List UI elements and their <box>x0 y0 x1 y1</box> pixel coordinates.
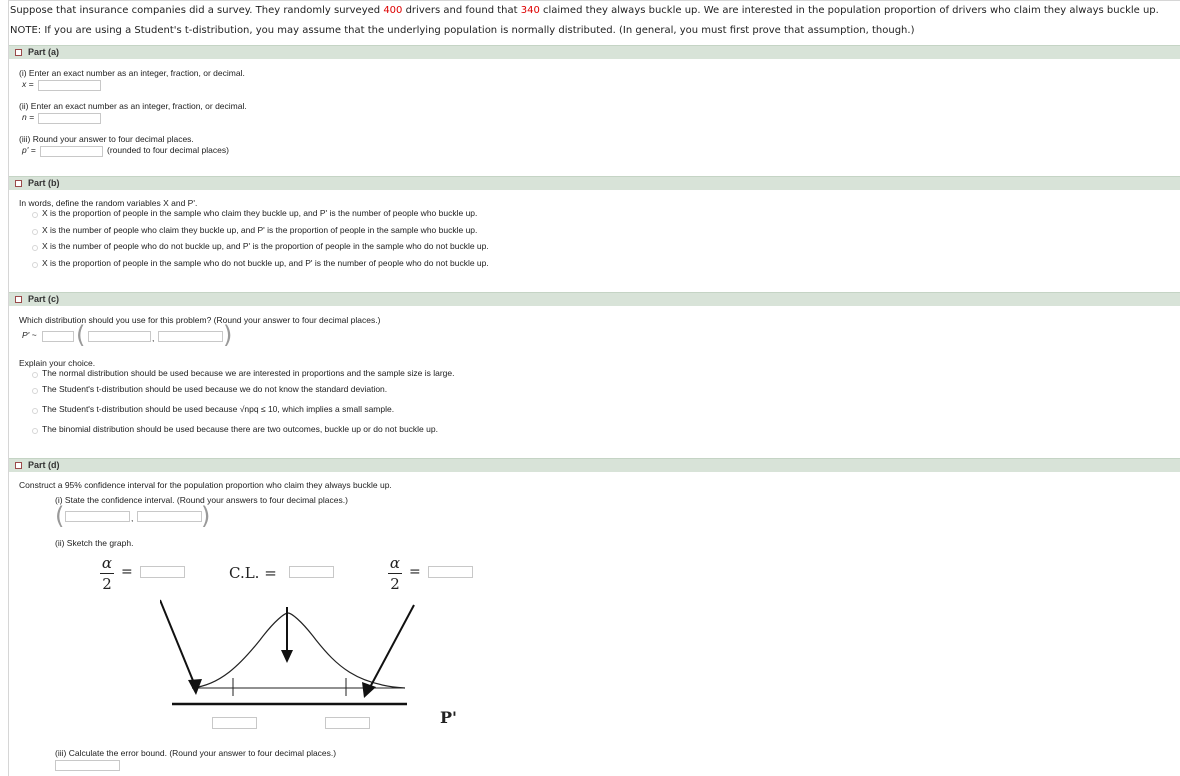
part-d-q3: (iii) Calculate the error bound. (Round your answer to four decimal places.) <box>55 748 337 758</box>
radio-c-0[interactable] <box>32 372 38 378</box>
right-tail-input[interactable] <box>428 566 473 578</box>
radio-b-3[interactable] <box>32 262 38 268</box>
radio-c-2[interactable] <box>32 408 38 414</box>
part-a-header[interactable] <box>9 45 1180 59</box>
problem-statement: Suppose that insurance companies did a survey. They randomly surveyed 400 drivers and found that 340 claimed they always buckle up. We are interested in the population proportion of drivers who claim they always buckle up. <box>10 5 1159 16</box>
error-bound-input[interactable] <box>55 760 120 771</box>
ci-upper-input[interactable] <box>137 511 202 522</box>
radio-b-0[interactable] <box>32 212 38 218</box>
part-b-header[interactable] <box>9 176 1180 190</box>
close-paren: ) <box>223 321 233 349</box>
explain-label: Explain your choice. <box>19 358 96 368</box>
part-a-q3: (iii) Round your answer to four decimal places. <box>19 134 194 144</box>
comma: , <box>131 513 134 523</box>
option-b-2[interactable]: X is the number of people who do not buckle up, and P' is the proportion of people in the sample who do not buckle up. <box>42 241 489 251</box>
x-input[interactable] <box>38 80 101 91</box>
success-count-value: 340 <box>520 5 540 16</box>
sample-size-value: 400 <box>383 5 403 16</box>
collapse-icon[interactable] <box>15 180 22 187</box>
x-label: x = <box>22 79 34 89</box>
radio-b-1[interactable] <box>32 229 38 235</box>
equals-right: = <box>409 564 421 580</box>
collapse-icon[interactable] <box>15 49 22 56</box>
comma: , <box>152 333 155 343</box>
distribution-label: P' ~ <box>22 330 37 340</box>
left-tail-arrow <box>160 600 196 688</box>
part-d-header[interactable] <box>9 458 1180 472</box>
option-b-1[interactable]: X is the number of people who claim they buckle up, and P' is the proportion of people in the sample who buckle up. <box>42 225 478 235</box>
open-paren: ( <box>76 321 86 349</box>
rounding-hint: (rounded to four decimal places) <box>107 145 229 155</box>
distribution-type-input[interactable] <box>42 331 74 342</box>
part-d-title: Part (d) <box>28 460 60 470</box>
ci-lower-input[interactable] <box>65 511 130 522</box>
p-prime-label: p' = <box>22 145 36 155</box>
part-c-title: Part (c) <box>28 294 60 304</box>
confidence-level-label: C.L. = <box>229 564 277 582</box>
right-tail-arrow <box>368 605 414 691</box>
part-d-q1: (i) State the confidence interval. (Round your answers to four decimal places.) <box>55 495 348 505</box>
radio-c-3[interactable] <box>32 428 38 434</box>
upper-bound-graph-input[interactable] <box>325 717 370 729</box>
confidence-level-input[interactable] <box>289 566 334 578</box>
distribution-param2-input[interactable] <box>158 331 223 342</box>
equals-left: = <box>121 564 133 580</box>
normal-curve-sketch <box>160 595 420 715</box>
option-c-0[interactable]: The normal distribution should be used because we are interested in proportions and the sample size is large. <box>42 368 455 378</box>
part-c-header[interactable] <box>9 292 1180 306</box>
radio-b-2[interactable] <box>32 245 38 251</box>
part-a-q2: (ii) Enter an exact number as an integer, fraction, or decimal. <box>19 101 247 111</box>
option-b-3[interactable]: X is the proportion of people in the sample who do not buckle up, and P' is the number of people who do not buckle up. <box>42 258 489 268</box>
left-tail-input[interactable] <box>140 566 185 578</box>
alpha-over-2-left: α 2 <box>101 554 113 593</box>
n-label: n = <box>22 112 35 122</box>
part-b-title: Part (b) <box>28 178 60 188</box>
alpha-over-2-right: α 2 <box>389 554 401 593</box>
part-d-prompt: Construct a 95% confidence interval for the population proportion who claim they always buckle up. <box>19 480 392 490</box>
axis-label: P' <box>440 708 457 727</box>
n-input[interactable] <box>38 113 101 124</box>
lower-bound-graph-input[interactable] <box>212 717 257 729</box>
part-d-q2: (ii) Sketch the graph. <box>55 538 134 548</box>
ci-close-paren: ) <box>201 502 211 530</box>
collapse-icon[interactable] <box>15 462 22 469</box>
part-b-prompt: In words, define the random variables X and P'. <box>19 198 198 208</box>
collapse-icon[interactable] <box>15 296 22 303</box>
option-b-0[interactable]: X is the proportion of people in the sample who claim they buckle up, and P' is the number of people who buckle up. <box>42 208 478 218</box>
assumption-note: NOTE: If you are using a Student's t-distribution, you may assume that the underlying population is normally distributed. (In general, you must first prove that assumption, though.) <box>10 25 915 36</box>
radio-c-1[interactable] <box>32 388 38 394</box>
part-c-prompt: Which distribution should you use for this problem? (Round your answer to four decimal places.) <box>19 315 381 325</box>
option-c-2[interactable]: The Student's t-distribution should be used because √npq ≤ 10, which implies a small sample. <box>42 404 395 414</box>
part-a-q1: (i) Enter an exact number as an integer, fraction, or decimal. <box>19 68 245 78</box>
option-c-3[interactable]: The binomial distribution should be used because there are two outcomes, buckle up or do not buckle up. <box>42 424 438 434</box>
distribution-param1-input[interactable] <box>88 331 151 342</box>
p-prime-input[interactable] <box>40 146 103 157</box>
ci-open-paren: ( <box>55 502 65 530</box>
part-a-title: Part (a) <box>28 47 60 57</box>
option-c-1[interactable]: The Student's t-distribution should be used because we do not know the standard deviation. <box>42 384 388 394</box>
bell-curve <box>192 613 405 688</box>
